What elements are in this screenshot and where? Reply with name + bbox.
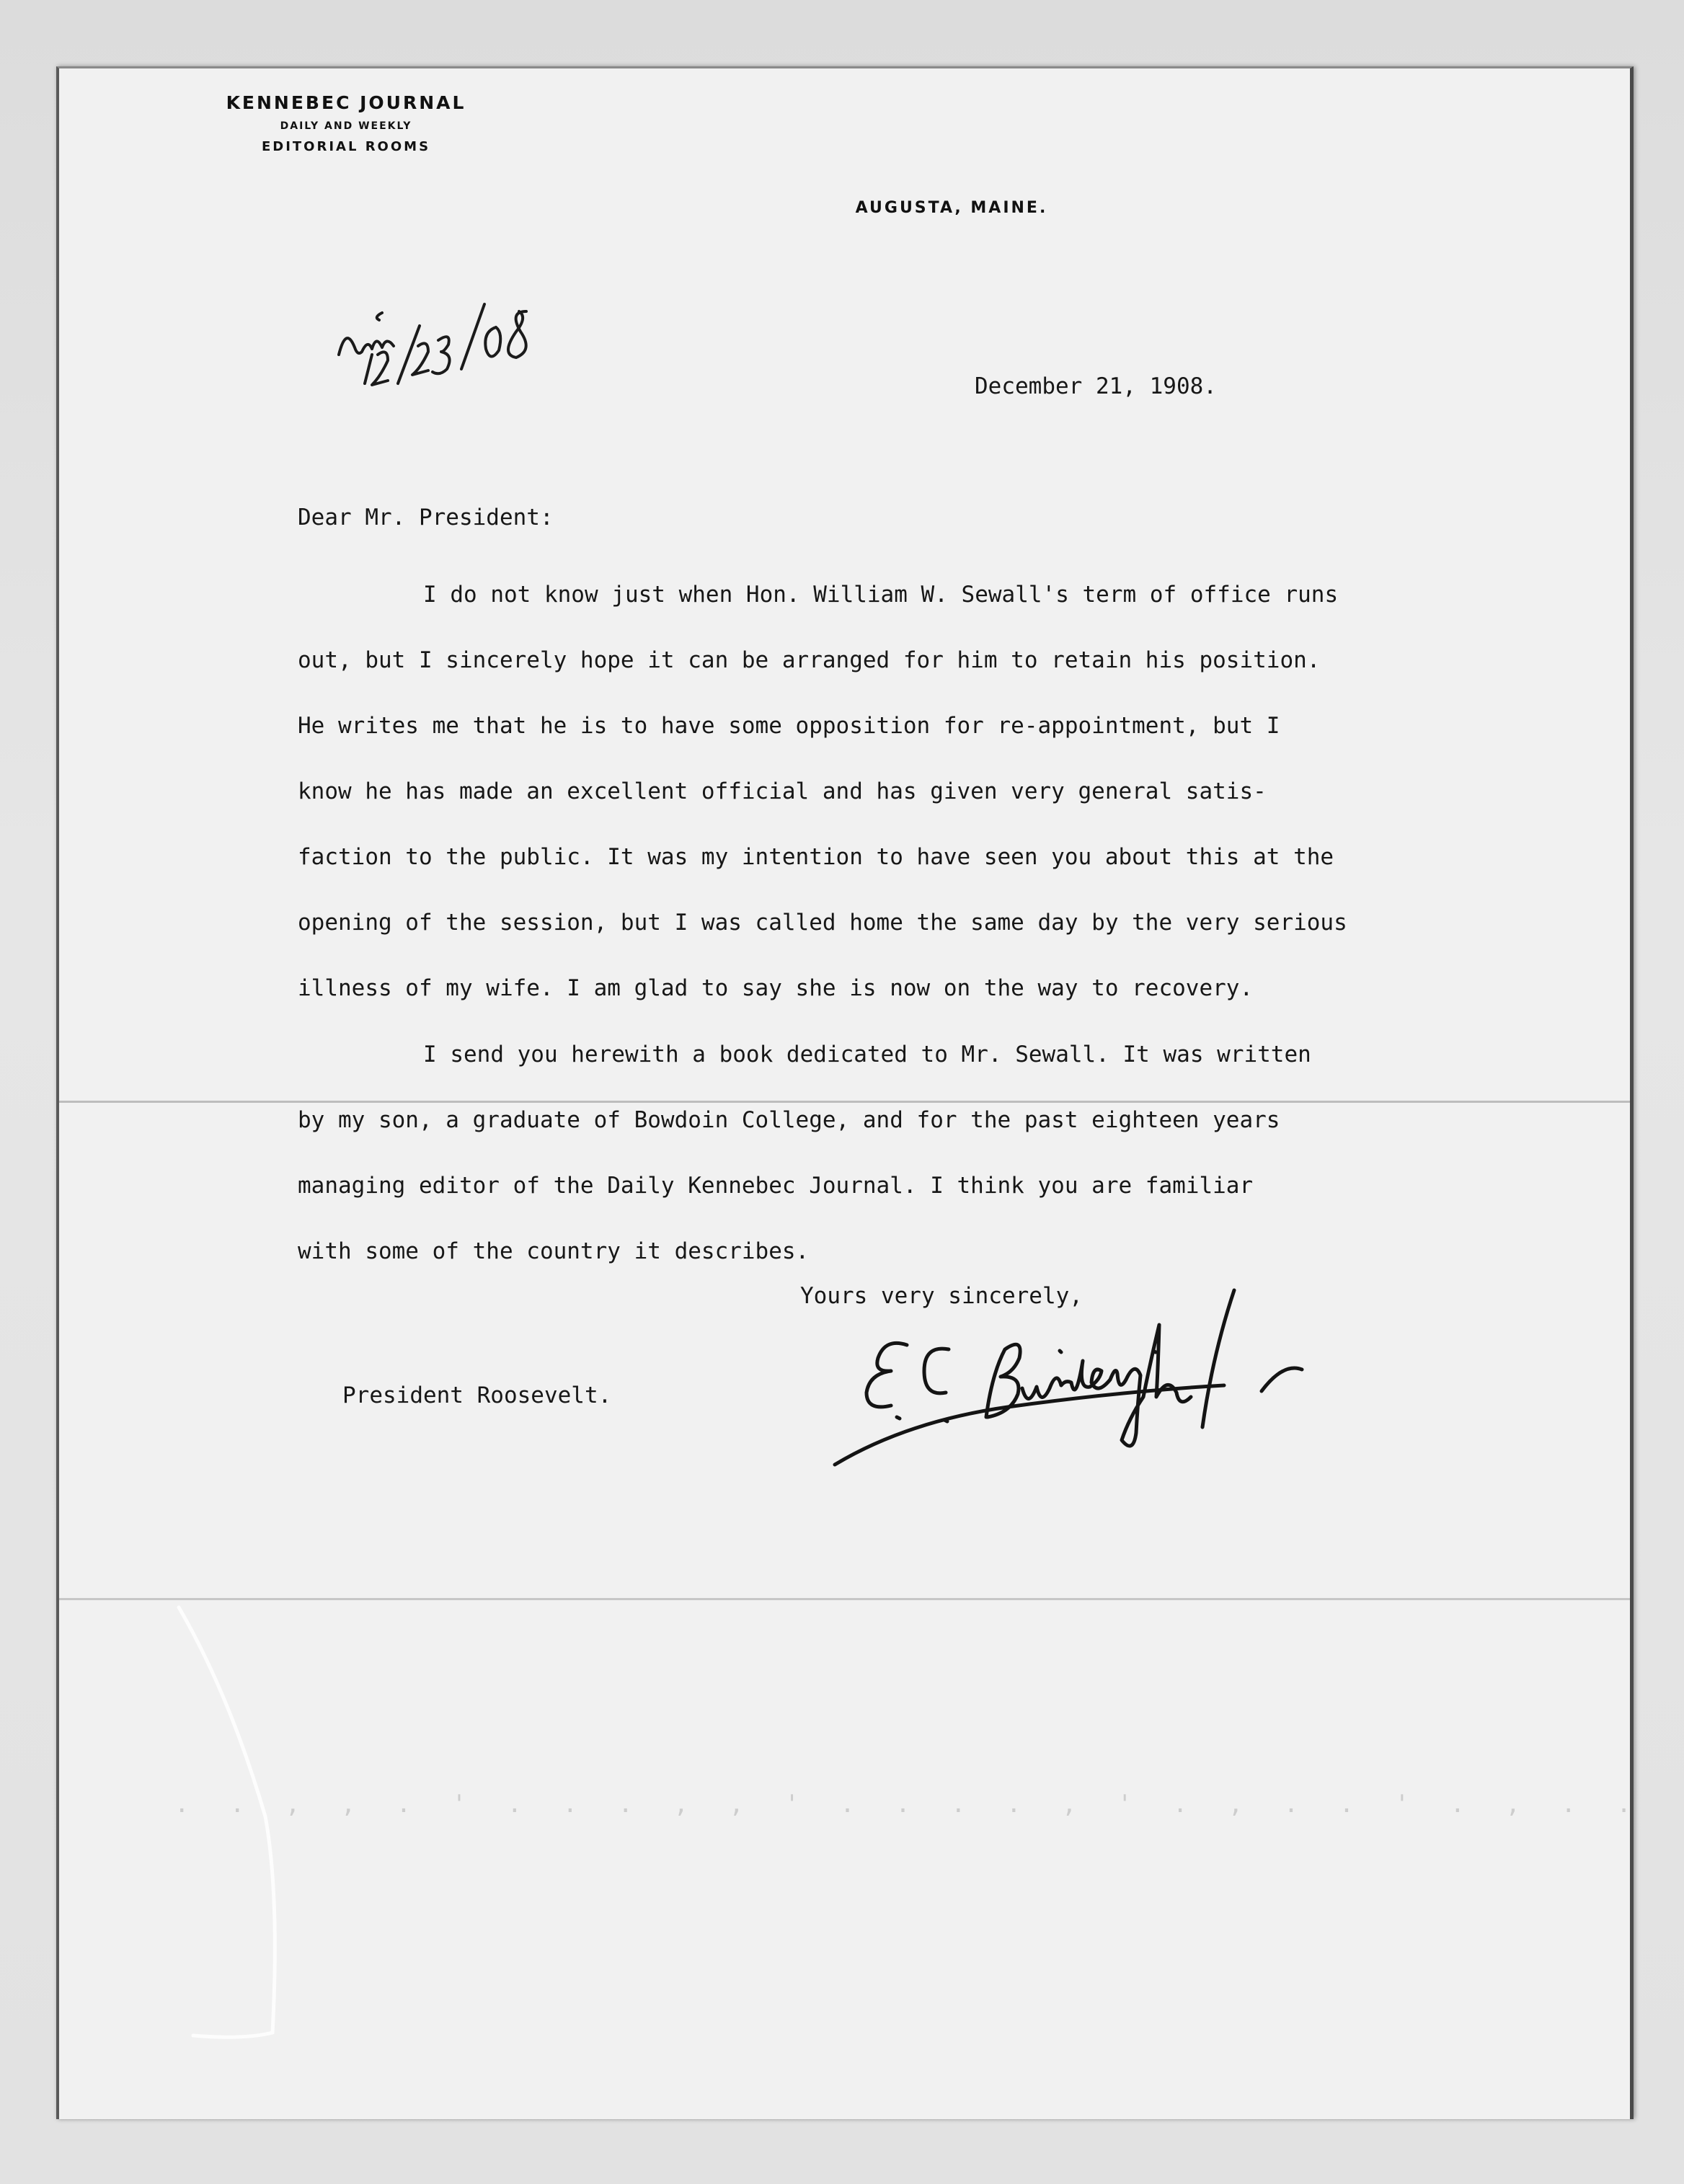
handwritten-answer-annotation [332,268,562,412]
letterhead-name: KENNEBEC JOURNAL [226,92,466,113]
place-line: AUGUSTA, MAINE. [855,199,1048,217]
salutation: Dear Mr. President: [298,505,554,531]
pencil-mark [166,1600,353,2047]
addressee: President Roosevelt. [342,1382,612,1408]
paragraph-line: know he has made an excellent official and has given very general satis- [298,778,1267,804]
paragraph-line: He writes me that he is to have some opposition for re-appointment, but I [298,713,1280,739]
paragraph-2 [298,1022,1311,1284]
paragraph-line: with some of the country it describes. [298,1238,810,1264]
paragraph-line: illness of my wife. I am glad to say she is now on the way to recovery. [298,975,1254,1001]
paragraph-line: opening of the session, but I was called home the same day by the very serious [298,910,1347,936]
paragraph-line: faction to the public. It was my intention to have seen you about this at the [298,844,1334,870]
paragraph-line: I send you herewith a book dedicated to Mr. Sewall. It was written [423,1042,1311,1067]
letterhead-subtitle: DAILY AND WEEKLY [280,120,412,132]
letterhead [144,92,548,154]
paragraph-line: I do not know just when Hon. William W. Sewall's term of office runs [423,582,1339,608]
letterhead-rooms: EDITORIAL ROOMS [261,139,431,154]
paragraph-line: out, but I sincerely hope it can be arranged for him to retain his position. [298,647,1321,673]
paragraph-line: managing editor of the Daily Kennebec Journal. I think you are familiar [298,1173,1254,1199]
bleed-through-text: . . , , . ' . . . , , ' . . . . , ' . , . . ' . , . . [174,1790,1644,1819]
paragraph-1 [298,562,1347,1021]
handwritten-signature [822,1276,1377,1485]
closing: Yours very sincerely, [800,1283,1083,1309]
letter-date: December 21, 1908. [975,373,1217,399]
paragraph-line: by my son, a graduate of Bowdoin College, and for the past eighteen years [298,1107,1280,1133]
